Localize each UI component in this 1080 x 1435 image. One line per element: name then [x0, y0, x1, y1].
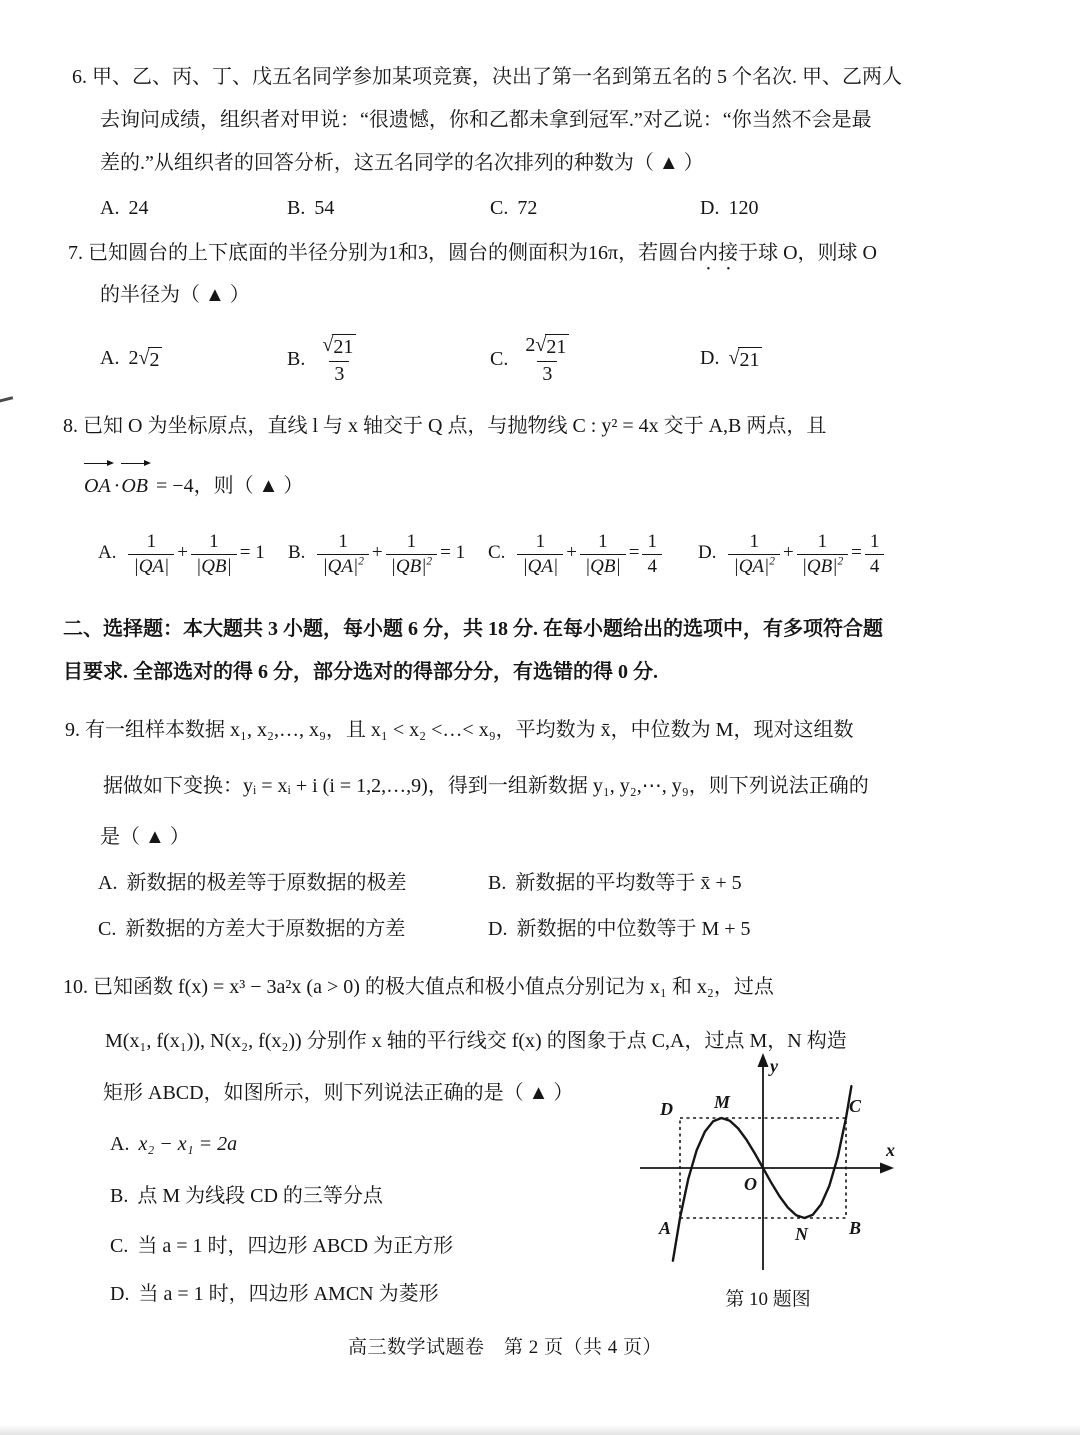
x-axis-arrow	[880, 1163, 894, 1174]
q6-options	[100, 185, 1040, 231]
radical: √ 2	[138, 347, 162, 373]
q9-line-1: 9. 有一组样本数据 x₁, x₂,…, x₉，且 x₁ < x₂ <…< x₉，平均数为 x̄，中位数为 M，现对这组数	[65, 719, 854, 741]
q10-option-a: A. x₂ − x₁ = 2a	[110, 1133, 238, 1155]
label-C: C	[849, 1096, 862, 1116]
label-N: N	[795, 1224, 808, 1244]
dot-operator: ·	[113, 475, 121, 497]
q6-line-1: 6. 甲、乙、丙、丁、戊五名同学参加某项竞赛，决出了第一名到第五名的 5 个名次. 甲、乙两人	[72, 66, 902, 88]
vector-OA: OA	[83, 461, 114, 506]
question-7	[68, 233, 1040, 397]
q9-options-row-1	[98, 860, 1040, 906]
label-M: M	[714, 1092, 731, 1112]
vector-OB: OB	[120, 461, 151, 506]
emphasized-text: 内接	[698, 242, 739, 264]
q8-option-d: D. $\frac{1}{|QA|^2}$ + $\frac{1}{|QB|^2}$ = $\frac{1}{4}$	[698, 531, 887, 577]
q6-line-3: 差的.”从组织者的回答分析，这五名同学的名次排列的种数为（ ▲ ）	[100, 152, 704, 174]
q10-line-3: 矩形 ABCD，如图所示，则下列说法正确的是（ ▲ ）	[103, 1082, 574, 1104]
q8-option-a: A. $\frac{1}{|QA|}$ + $\frac{1}{|QB|}$ = 1	[98, 531, 265, 577]
radical-sign: √	[322, 334, 334, 357]
y-axis-arrow	[758, 1053, 769, 1067]
q7-option-a: A. 2 √ 2	[100, 347, 287, 373]
q9-option-b: B. 新数据的平均数等于 x̄ + 5	[488, 872, 742, 894]
section-2-line-2: 目要求. 全部选对的得 6 分，部分选对的得部分分，有选错的得 0 分.	[63, 661, 658, 683]
question-8	[63, 403, 1040, 598]
q10-line-1: 10. 已知函数 f(x) = x³ − 3a²x (a > 0) 的极大值点和极小值点分别记为 x₁ 和 x₂，过点	[63, 976, 774, 998]
radical: √ 21	[728, 347, 762, 373]
label-y: y	[770, 1056, 778, 1076]
question-10	[63, 960, 1040, 1318]
q10-option-c: C. 当 a = 1 时，四边形 ABCD 为正方形	[110, 1235, 454, 1257]
q9-option-d: D. 新数据的中位数等于 M + 5	[488, 918, 751, 940]
q7-option-b: B. √ 21 3	[287, 334, 490, 385]
q8-line-2: OA ·OB = −4，则（ ▲ ）	[83, 449, 1040, 506]
q6-option-d: D. 120	[700, 197, 759, 219]
page-footer: 高三数学试题卷 第 2 页（共 4 页）	[347, 1337, 662, 1358]
radical-sign: √	[728, 347, 740, 369]
q8-option-c: C. $\frac{1}{|QA|}$ + $\frac{1}{|QB|}$ = $\frac{1}{4}$	[488, 531, 698, 577]
q9-option-a: A. 新数据的极差等于原数据的极差	[98, 872, 407, 894]
q6-line-2: 去询问成绩，组织者对甲说：“很遗憾，你和乙都未拿到冠军.”对乙说：“你当然不会是最	[100, 109, 872, 131]
q7-option-c: C. 2 √ 21 3	[490, 334, 700, 385]
q7-option-d: D. √ 21	[700, 347, 762, 373]
question-6	[72, 56, 1040, 231]
label-A: A	[659, 1218, 672, 1238]
figure-caption: 第 10 题图	[725, 1289, 811, 1310]
label-O: O	[744, 1174, 757, 1194]
q7-line-2: 的半径为（ ▲ ）	[100, 284, 250, 306]
label-B: B	[849, 1218, 862, 1238]
label-D: D	[660, 1099, 673, 1119]
fraction: 2 √ 21 3	[520, 334, 574, 385]
scan-artifact-mark	[0, 396, 13, 402]
radical-sign: √	[138, 347, 150, 369]
q10-option-d: D. 当 a = 1 时，四边形 AMCN 为菱形	[110, 1283, 439, 1305]
label-x: x	[886, 1140, 895, 1160]
fraction-denominator: 3	[329, 361, 349, 385]
q9-line-2: 据做如下变换：yᵢ = xᵢ + i (i = 1,2,…,9)，得到一组新数据 y₁, y₂,⋯, y₉，则下列说法正确的	[103, 775, 869, 797]
scan-bottom-shadow	[0, 1425, 1080, 1435]
q10-figure	[630, 1048, 930, 1311]
q10-option-b: B. 点 M 为线段 CD 的三等分点	[110, 1185, 383, 1207]
q6-option-a: A. 24	[100, 197, 149, 219]
q9-line-3: 是（ ▲ ）	[100, 826, 190, 848]
question-9	[65, 702, 1040, 952]
section-2-line-1: 二、选择题：本大题共 3 小题，每小题 6 分，共 18 分. 在每小题给出的选项中，有多项符合题	[63, 618, 883, 640]
q6-option-b: B. 54	[287, 197, 335, 219]
fraction: √ 21 3	[317, 334, 361, 385]
section-2-header	[63, 608, 1040, 694]
q8-options	[98, 510, 1040, 598]
radical-sign: √	[535, 334, 547, 357]
q10-line-2: M(x₁, f(x₁)), N(x₂, f(x₂)) 分别作 x 轴的平行线交 f(x) 的图象于点 C,A，过点 M，N 构造	[105, 1030, 847, 1052]
q8-option-b: B. $\frac{1}{|QA|^2}$ + $\frac{1}{|QB|^2}$ = 1	[288, 531, 466, 577]
q8-line-1: 8. 已知 O 为坐标原点，直线 l 与 x 轴交于 Q 点，与抛物线 C : y² = 4x 交于 A,B 两点，且	[63, 415, 827, 437]
q9-option-c: C. 新数据的方差大于原数据的方差	[98, 918, 406, 940]
q7-line-1: 7. 已知圆台的上下底面的半径分别为1和3，圆台的侧面积为16π，若圆台内接于球 O，则球 O	[68, 242, 877, 264]
function-graph	[630, 1048, 920, 1280]
fraction-denominator: 3	[537, 361, 557, 385]
q7-options	[100, 323, 1040, 397]
q9-options-row-2	[98, 906, 1040, 952]
q6-option-c: C. 72	[490, 197, 538, 219]
